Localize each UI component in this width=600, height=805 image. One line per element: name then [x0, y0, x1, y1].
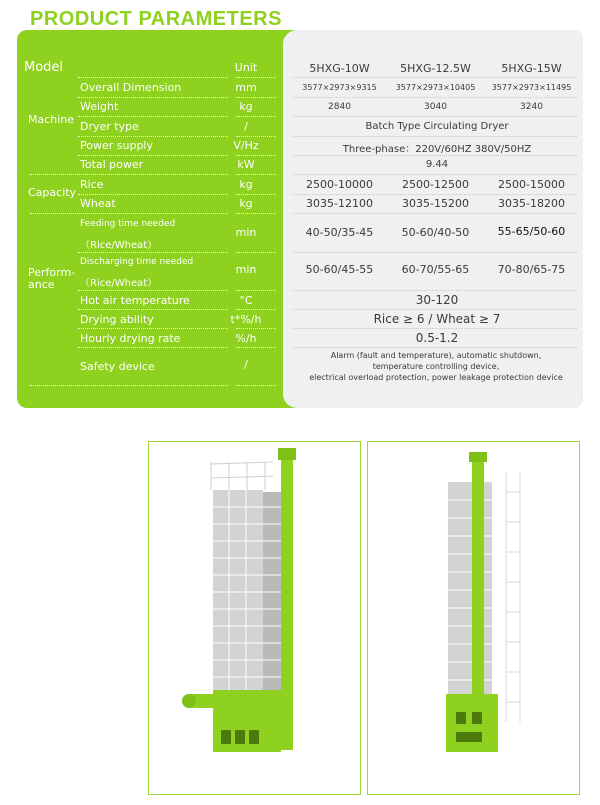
- drying-ability-value: Rice ≥ 6 / Wheat ≥ 7: [373, 312, 501, 326]
- row-label-hourly-rate: Hourly drying rate: [80, 332, 181, 345]
- group-capacity: Capacity: [28, 186, 77, 199]
- rice-capacity-value: 2500-10000: [306, 178, 373, 191]
- wheat-capacity-value: 3035-12100: [306, 197, 373, 210]
- row-unit-weight: kg: [239, 100, 253, 113]
- hourly-rate-value: 0.5-1.2: [415, 331, 459, 345]
- rice-capacity-value: 2500-12500: [402, 178, 469, 191]
- group-performance: Perform- ance: [28, 266, 76, 291]
- row-unit-safety: /: [244, 358, 248, 371]
- row-unit-dimension: mm: [235, 81, 257, 94]
- weight-value: 3040: [424, 102, 447, 112]
- rice-capacity-value: 2500-15000: [498, 178, 565, 191]
- dryer-illustration-front: [149, 442, 360, 794]
- safety-line: temperature controlling device,: [372, 362, 500, 371]
- row-unit-wheat: kg: [239, 197, 253, 210]
- row-unit-rice: kg: [239, 178, 253, 191]
- discharging-time-value: 50-60/45-55: [305, 263, 374, 276]
- dimension-value: 3577×2973×9315: [302, 83, 377, 92]
- row-label-total-power: Total power: [80, 158, 144, 171]
- dimension-value: 3577×2973×10405: [395, 83, 476, 92]
- unit-header: Unit: [234, 61, 258, 74]
- dryer-photo-front: [148, 441, 361, 795]
- row-sublabel-feeding: （Rice/Wheat）: [80, 240, 158, 251]
- row-label-drying-ability: Drying ability: [80, 313, 154, 326]
- safety-line: Alarm (fault and temperature), automatic shutdown,: [330, 351, 542, 360]
- row-label-dryer-type: Dryer type: [80, 120, 139, 133]
- model-name: 5HXG-12.5W: [400, 62, 471, 75]
- row-label-dimension: Overall Dimension: [80, 81, 182, 94]
- row-label-discharging: Discharging time needed: [80, 257, 194, 267]
- page-title: PRODUCT PARAMETERS: [30, 8, 282, 30]
- row-unit-discharging: min: [235, 263, 257, 276]
- row-label-feeding: Feeding time needed: [80, 219, 176, 229]
- weight-value: 3240: [520, 102, 543, 112]
- safety-line: electrical overload protection, power leakage protection device: [309, 373, 563, 382]
- row-label-safety: Safety device: [80, 360, 155, 373]
- discharging-time-value: 70-80/65-75: [497, 263, 566, 276]
- row-sublabel-discharging: （Rice/Wheat）: [80, 278, 158, 289]
- row-unit-drying-ability: t*%/h: [230, 313, 262, 326]
- discharging-time-value: 60-70/55-65: [401, 263, 470, 276]
- dryer-illustration-side: [368, 442, 579, 794]
- dryer-type-value: Batch Type Circulating Dryer: [365, 121, 509, 132]
- weight-value: 2840: [328, 102, 351, 112]
- feeding-time-value: 40-50/35-45: [305, 226, 374, 239]
- dryer-photo-side: [367, 441, 580, 795]
- row-unit-feeding: min: [235, 226, 257, 239]
- row-unit-total-power: kW: [237, 158, 255, 171]
- row-label-wheat: Wheat: [80, 197, 116, 210]
- row-label-hot-air: Hot air temperature: [80, 294, 190, 307]
- total-power-value: 9.44: [425, 159, 449, 170]
- row-label-rice: Rice: [80, 178, 104, 191]
- power-supply-value: Three-phase：220V/60HZ 380V/50HZ: [342, 144, 532, 155]
- feeding-time-value: 50-60/40-50: [401, 226, 470, 239]
- row-unit-dryer-type: /: [244, 120, 248, 133]
- wheat-capacity-value: 3035-18200: [498, 197, 565, 210]
- group-machine: Machine: [28, 113, 75, 126]
- row-unit-hot-air: °C: [239, 294, 253, 307]
- model-header: Model: [24, 60, 64, 75]
- model-name: 5HXG-15W: [501, 62, 562, 75]
- hot-air-value: 30-120: [415, 293, 459, 307]
- dimension-value: 3577×2973×11495: [491, 83, 572, 92]
- row-label-weight: Weight: [80, 100, 119, 113]
- wheat-capacity-value: 3035-15200: [402, 197, 469, 210]
- row-unit-power-supply: V/Hz: [233, 139, 259, 152]
- feeding-time-value: 55-65/50-60: [497, 225, 566, 238]
- row-label-power-supply: Power supply: [80, 139, 153, 152]
- row-unit-hourly-rate: %/h: [235, 332, 257, 345]
- model-name: 5HXG-10W: [309, 62, 370, 75]
